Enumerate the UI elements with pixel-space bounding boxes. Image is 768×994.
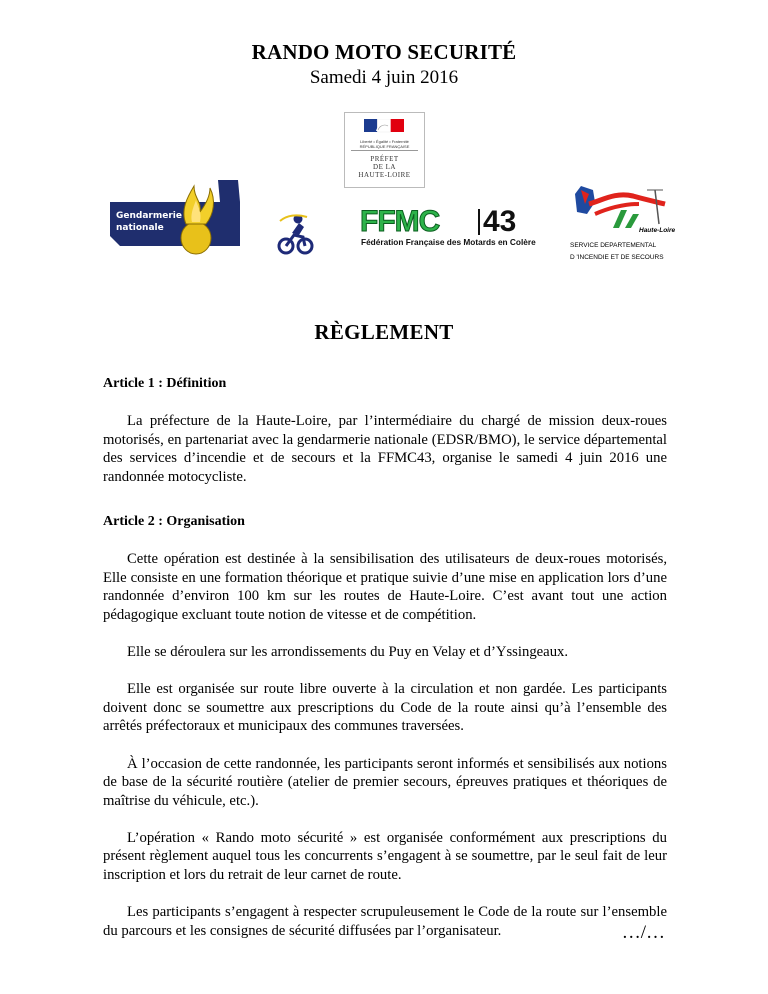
article-2-paragraph-4: À l’occasion de cette randonnée, les participants seront informés et sensibilisés aux notions de base de la sécurité routière (atelier de premier secours, épreuves pratiques et théoriques de maîtrise du véhicule, etc.).: [103, 755, 667, 809]
article-2-paragraph-5: L’opération « Rando moto sécurité » est organisée conformément aux prescriptions du présent règlement auquel tous les concurrents s’engagent à se soumettre, par le seul fait de leur inscription et lors du retrait de leur carnet de route.: [103, 829, 667, 883]
prefet-line-1: PRÉFET: [370, 155, 399, 163]
gendarmerie-label-1: Gendarmerie: [116, 211, 182, 221]
ffmc-tagline: Fédération Française des Motards en Colère: [361, 237, 536, 247]
republic-text: RÉPUBLIQUE FRANÇAISE: [359, 144, 410, 149]
reglement-title: RÈGLEMENT: [314, 320, 454, 344]
article-1-heading: Article 1 : Définition: [103, 376, 227, 391]
prefet-line-2: DE LA: [373, 163, 396, 171]
sdis-region: Haute-Loire: [639, 227, 676, 234]
article-2-paragraph-6: Les participants s’engagent à respecter scrupuleusement le Code de la route sur l’ensemble du parcours et les consignes de sécurité diffusées par l’organisateur.: [103, 904, 667, 939]
prefecture-logo: [344, 112, 425, 188]
article-2-paragraph-3: Elle est organisée sur route libre ouverte à la circulation et non gardée. Les participants doivent donc se soumettre aux prescriptions du Code de la route ainsi qu’à l’ensemble des arrêtés préfectoraux et municipaux des communes traversées.: [103, 681, 667, 735]
article-2-paragraph-1: Cette opération est destinée à la sensibilisation des utilisateurs de deux-roues motorisés, Elle consiste en une formation théorique et pratique suivie d’une mise en application lors d’une randonnée d’environ 100 km sur les routes de Haute-Loire. C’est avant tout une action pédagogique excluant toute notion de vitesse et de compétition.: [103, 551, 667, 623]
ffmc-divider: [478, 209, 480, 235]
ffmc-logo: [360, 207, 542, 247]
sdis-line-2: D 'INCENDIE ET DE SECOURS: [570, 254, 664, 261]
continuation-mark: …/…: [621, 922, 665, 943]
flame-grenade-icon: [181, 186, 213, 254]
motorcyclist-icon: [277, 213, 314, 255]
prefet-text: [347, 155, 422, 179]
article-2-paragraph-2: Elle se déroulera sur les arrondissements du Puy en Velay et d’Yssingeaux.: [127, 644, 569, 661]
document-body: [103, 375, 667, 940]
sdis-logo: [569, 180, 676, 262]
document-date: Samedi 4 juin 2016: [309, 67, 459, 88]
article-2-heading: Article 2 : Organisation: [103, 514, 245, 530]
ffmc-number: 43: [483, 205, 517, 238]
article-1-paragraph: La préfecture de la Haute-Loire, par l’intermédiaire du chargé de mission deux-roues motorisés, en partenariat avec la gendarmerie nationale (EDSR/BMO), le service départemental des services d’incendie et de secours et la FFMC43, organise le samedi 4 juin 2016 une randonnée motocycliste.: [103, 413, 667, 485]
sdis-line-1: SERVICE DEPARTEMENTAL: [570, 242, 657, 249]
prefecture-motto: [347, 139, 422, 149]
prefecture-divider: [351, 150, 418, 151]
gendarmerie-logo: [110, 180, 240, 256]
marianne-icon: [364, 119, 404, 137]
prefet-line-3: HAUTE-LOIRE: [358, 171, 411, 179]
motto-text: Liberté • Égalité • Fraternité: [360, 139, 409, 144]
document-title: RANDO MOTO SECURITÉ: [251, 40, 517, 64]
gendarmerie-label-2: nationale: [116, 223, 164, 233]
ffmc-mark: FFMC: [360, 205, 440, 238]
